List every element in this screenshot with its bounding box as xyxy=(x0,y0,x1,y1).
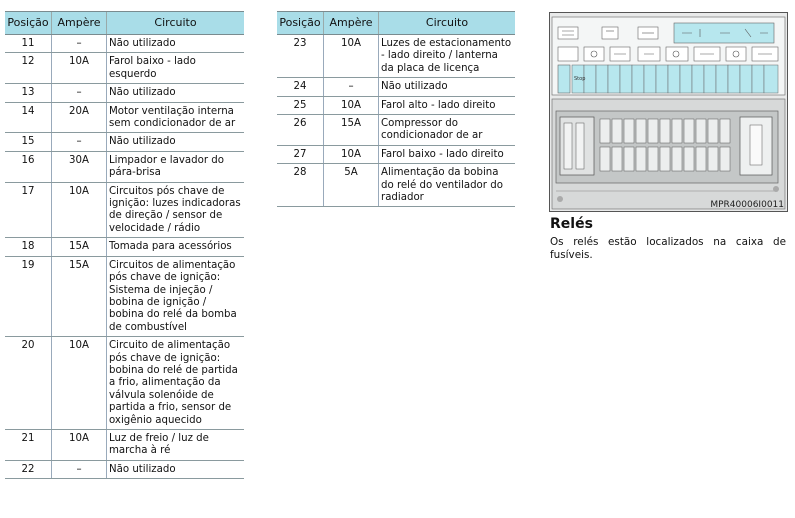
cell-circuit: Limpador e lavador do pára-brisa xyxy=(107,151,245,182)
cell-amp: 10A xyxy=(52,182,107,238)
table-row xyxy=(277,78,515,96)
fuse-box-diagram xyxy=(549,12,788,212)
cell-circuit: Circuitos de alimentação pós chave de ignição: Sistema de injeção / bobina de ignição / bobina do relé da bomba de combustível xyxy=(107,256,245,336)
table-row xyxy=(277,115,515,146)
cell-circuit: Farol baixo - lado esquerdo xyxy=(107,53,245,84)
cell-amp: 10A xyxy=(52,337,107,430)
cell-circuit: Tomada para acessórios xyxy=(107,238,245,256)
table-row xyxy=(5,429,244,460)
cell-position: 28 xyxy=(277,164,324,207)
cell-circuit: Circuito de alimentação pós chave de ignição: bobina do relé de partida a frio, alimentação da válvula solenóide de partida a frio, sensor de oxigênio aquecido xyxy=(107,337,245,430)
cell-amp: 10A xyxy=(324,35,379,78)
cell-position: 13 xyxy=(5,84,52,102)
cell-circuit: Circuitos pós chave de ignição: luzes indicadoras de direção / sensor de velocidade / rádio xyxy=(107,182,245,238)
cell-amp: – xyxy=(52,460,107,478)
cell-position: 19 xyxy=(5,256,52,336)
table-row xyxy=(5,133,244,151)
cell-amp: – xyxy=(52,133,107,151)
cell-position: 25 xyxy=(277,96,324,114)
cell-amp: 15A xyxy=(324,115,379,146)
cell-amp: 5A xyxy=(324,164,379,207)
cell-position: 24 xyxy=(277,78,324,96)
header-position: Posição xyxy=(5,12,52,35)
cell-amp: 20A xyxy=(52,102,107,133)
header-amp: Ampère xyxy=(324,12,379,35)
cell-circuit: Alimentação da bobina do relé do ventilador do radiador xyxy=(379,164,516,207)
cell-amp: 10A xyxy=(52,429,107,460)
table-row xyxy=(277,145,515,163)
stop-label: Stop xyxy=(574,76,586,82)
table-row xyxy=(5,53,244,84)
cell-position: 14 xyxy=(5,102,52,133)
header-position: Posição xyxy=(277,12,324,35)
cell-position: 21 xyxy=(5,429,52,460)
cell-position: 15 xyxy=(5,133,52,151)
cell-position: 22 xyxy=(5,460,52,478)
table-row xyxy=(5,238,244,256)
cell-circuit: Compressor do condicionador de ar xyxy=(379,115,516,146)
table-row xyxy=(277,35,515,78)
cell-amp: 10A xyxy=(324,96,379,114)
cell-circuit: Luz de freio / luz de marcha à ré xyxy=(107,429,245,460)
cell-position: 17 xyxy=(5,182,52,238)
table-row xyxy=(5,460,244,478)
cell-circuit: Não utilizado xyxy=(107,133,245,151)
diagram-code: MPR40006I0011 xyxy=(710,200,784,210)
cell-position: 23 xyxy=(277,35,324,78)
cell-position: 26 xyxy=(277,115,324,146)
cell-amp: – xyxy=(324,78,379,96)
cell-amp: 30A xyxy=(52,151,107,182)
table-row xyxy=(5,151,244,182)
cell-circuit: Motor ventilação interna sem condicionador de ar xyxy=(107,102,245,133)
cell-amp: 10A xyxy=(52,53,107,84)
table-header-row xyxy=(277,12,515,35)
cell-amp: 15A xyxy=(52,256,107,336)
fuse-table-left xyxy=(5,11,244,479)
cell-position: 12 xyxy=(5,53,52,84)
cell-position: 16 xyxy=(5,151,52,182)
cell-circuit: Não utilizado xyxy=(107,35,245,53)
table-row xyxy=(5,182,244,238)
cell-position: 11 xyxy=(5,35,52,53)
header-circuit: Circuito xyxy=(107,12,245,35)
cell-amp: 15A xyxy=(52,238,107,256)
relays-description: Os relés estão localizados na caixa de fusíveis. xyxy=(550,236,786,261)
table-row xyxy=(5,35,244,53)
cell-amp: – xyxy=(52,35,107,53)
cell-position: 20 xyxy=(5,337,52,430)
cell-circuit: Farol baixo - lado direito xyxy=(379,145,516,163)
table-row xyxy=(5,84,244,102)
table-row xyxy=(5,256,244,336)
cell-circuit: Não utilizado xyxy=(379,78,516,96)
table-row xyxy=(277,164,515,207)
table-row xyxy=(5,337,244,430)
cell-position: 18 xyxy=(5,238,52,256)
cell-position: 27 xyxy=(277,145,324,163)
fuse-table-right xyxy=(277,11,515,207)
cell-amp: – xyxy=(52,84,107,102)
table-row xyxy=(5,102,244,133)
header-amp: Ampère xyxy=(52,12,107,35)
cell-circuit: Luzes de estacionamento - lado direito / lanterna da placa de licença xyxy=(379,35,516,78)
cell-circuit: Farol alto - lado direito xyxy=(379,96,516,114)
header-circuit: Circuito xyxy=(379,12,516,35)
table-header-row xyxy=(5,12,244,35)
relays-title: Relés xyxy=(550,216,593,232)
cell-circuit: Não utilizado xyxy=(107,84,245,102)
cell-amp: 10A xyxy=(324,145,379,163)
cell-circuit: Não utilizado xyxy=(107,460,245,478)
table-row xyxy=(277,96,515,114)
fuse-box-drawing xyxy=(550,13,787,211)
